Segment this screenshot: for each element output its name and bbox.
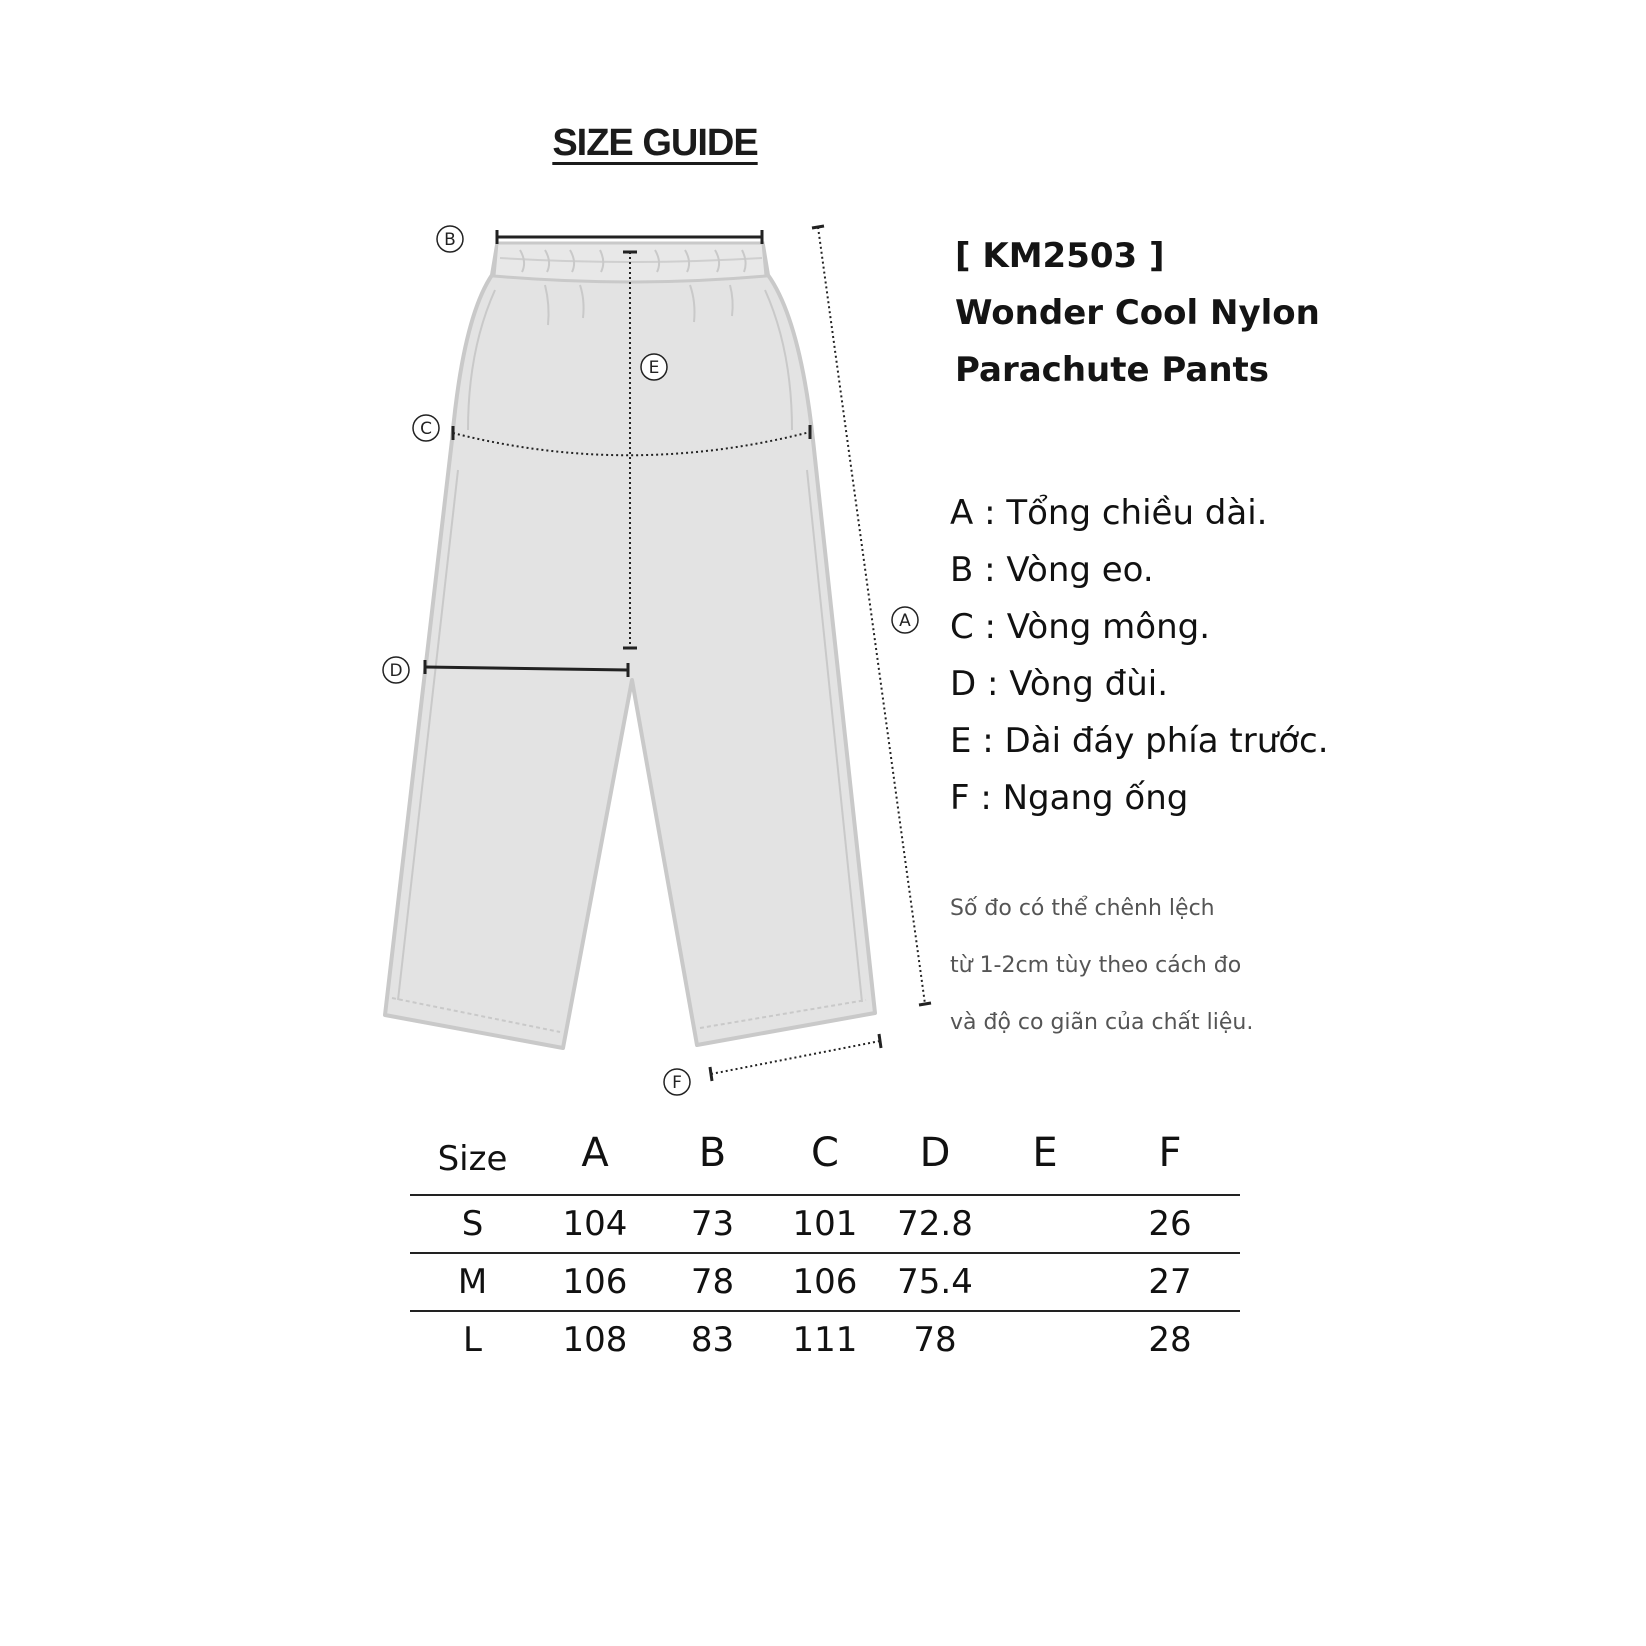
table-cell: 111 [792,1320,858,1360]
marker-b [437,226,463,252]
table-cell: 27 [1100,1253,1240,1311]
svg-text:B: B [444,230,456,250]
table-cell: 104 [535,1195,655,1253]
table-row [410,1253,1240,1311]
table-cell: 28 [1148,1320,1192,1360]
legend-item-b: B : Vòng eo. [950,550,1154,590]
note-line: Số đo có thể chênh lệch [950,896,1215,921]
product-info [955,228,1320,399]
table-cell: S [410,1195,535,1253]
table-cell: 83 [690,1320,735,1360]
product-code: [ KM2503 ] [955,236,1165,276]
table-cell: 101 [770,1195,880,1253]
marker-d [383,657,409,683]
table-cell: 73 [655,1195,770,1253]
table-cell: 72.8 [880,1195,990,1253]
marker-f [664,1069,690,1095]
marker-e [641,354,667,380]
column-header-a: A [535,1112,655,1195]
table-row [410,1311,1240,1368]
table-cell: 108 [562,1320,628,1360]
table-cell [990,1253,1100,1311]
column-header-b: B [655,1112,770,1195]
table-cell: 78 [655,1253,770,1311]
column-header-d: D [880,1112,990,1195]
column-header-f: F [1100,1112,1240,1195]
svg-text:A: A [899,611,911,631]
marker-a [892,607,918,633]
table-cell [990,1311,1100,1368]
note-line: và độ co giãn của chất liệu. [950,1010,1254,1035]
table-cell: 106 [535,1253,655,1311]
table-cell: M [410,1253,535,1311]
legend-item-c: C : Vòng mông. [950,607,1211,647]
table-cell: L [463,1320,482,1360]
note-line: từ 1-2cm tùy theo cách đo [950,953,1242,978]
table-cell: 75.4 [880,1253,990,1311]
svg-text:E: E [648,358,660,378]
legend-item-a: A : Tổng chiều dài. [950,493,1268,533]
table-cell: 26 [1100,1195,1240,1253]
column-header-c: C [770,1112,880,1195]
legend-item-f: F : Ngang ống [950,778,1189,818]
legend-item-d: D : Vòng đùi. [950,664,1168,704]
svg-text:D: D [389,661,403,681]
column-header-size: Size [410,1112,535,1195]
table-cell: 106 [770,1253,880,1311]
legend-item-e: E : Dài đáy phía trước. [950,721,1329,761]
table-cell: 78 [913,1320,957,1360]
svg-text:F: F [672,1073,682,1093]
product-name-line2: Parachute Pants [955,350,1270,390]
svg-text:C: C [420,419,432,439]
table-header-row [410,1112,1240,1195]
measurement-legend [950,485,1329,827]
marker-c [413,415,439,441]
measurement-note [950,880,1253,1051]
table-row [410,1195,1240,1253]
column-header-e: E [990,1112,1100,1195]
table-cell [990,1195,1100,1253]
size-table [410,1112,1240,1368]
product-name-line1: Wonder Cool Nylon [955,293,1320,333]
page-title: SIZE GUIDE [552,122,758,164]
